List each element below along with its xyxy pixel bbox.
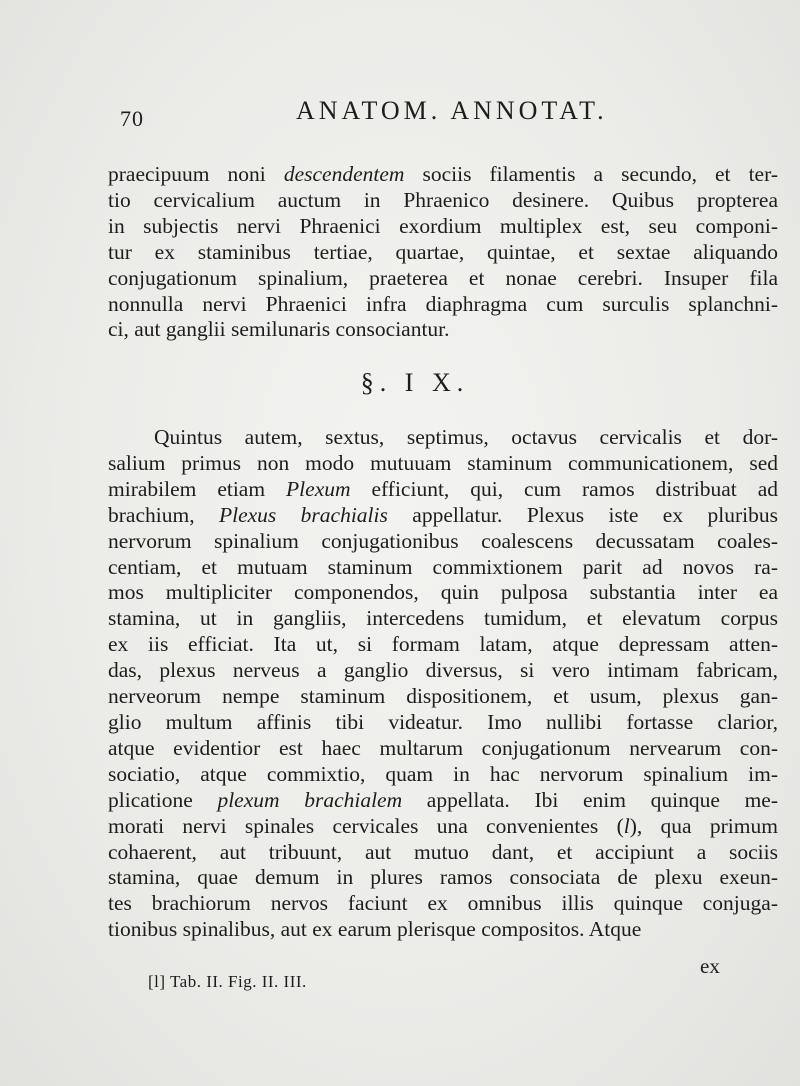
text-run: centiam, et mutuam staminum commixtionem parit ad novos ra- — [108, 554, 778, 579]
text-line — [108, 606, 778, 632]
text-run: ci, aut ganglii semilunaris consociantur. — [108, 317, 450, 342]
text-line — [108, 891, 778, 917]
text-line — [108, 917, 778, 943]
text-run: salium primus non modo mutuuam staminum communicationem, sed — [108, 450, 778, 475]
text-run: Quintus autem, sextus, septimus, octavus cervicalis et dor- — [154, 425, 778, 449]
text-line — [108, 266, 778, 292]
text-run: brachium, — [108, 502, 219, 527]
text-run: tur ex staminibus tertiae, quartae, quintae, et sextae aliquando — [108, 239, 778, 264]
text-line — [108, 503, 778, 529]
paragraph-continuation — [108, 162, 778, 343]
text-line — [108, 240, 778, 266]
text-run: praecipuum noni — [108, 162, 284, 186]
text-line — [108, 865, 778, 891]
text-line — [108, 529, 778, 555]
text-run: tio cervicalium auctum in Phraenico desinere. Quibus propterea — [108, 187, 778, 212]
text-line — [108, 477, 778, 503]
italic-term: Plexum — [286, 476, 351, 501]
section-heading: §. I X. — [360, 368, 470, 397]
footnote: [l] Tab. II. Fig. II. III. — [148, 972, 307, 991]
text-run: stamina, ut in gangliis, intercedens tumidum, et elevatum corpus — [108, 606, 778, 631]
text-run: nonnulla nervi Phraenici infra diaphragma cum surculis splanchni- — [108, 291, 778, 316]
text-line — [108, 658, 778, 684]
text-line — [108, 736, 778, 762]
text-line — [108, 840, 778, 866]
italic-term: l — [623, 813, 630, 838]
text-run: nerveorum nempe staminum dispositionem, et usum, plexus gan- — [108, 684, 778, 709]
text-line — [108, 188, 778, 214]
catchword: ex — [700, 954, 720, 978]
text-line — [108, 580, 778, 606]
text-run: morati nervi spinales cervicales una convenientes ( — [108, 813, 624, 838]
italic-term: plexum brachialem — [217, 787, 403, 812]
italic-term: descendentem — [283, 162, 405, 186]
text-run: efficiunt, qui, cum ramos distribuat ad — [350, 476, 778, 501]
italic-term: Plexus brachialis — [218, 502, 388, 527]
text-run: appellatur. Plexus iste ex pluribus — [387, 502, 778, 527]
page-number: 70 — [120, 106, 144, 131]
paragraph-section-ix — [108, 425, 778, 943]
text-run: in subjectis nervi Phraenici exordium multiplex est, seu componi- — [108, 213, 778, 238]
text-run: plicatione — [108, 787, 218, 812]
text-run: tionibus spinalibus, aut ex earum plerisque compositos. Atque — [108, 917, 642, 942]
text-run: appellata. Ibi enim quinque me- — [402, 787, 779, 812]
text-line — [108, 555, 778, 581]
text-run: glio multum affinis tibi videatur. Imo nullibi fortasse clarior, — [108, 709, 778, 734]
text-line — [108, 710, 778, 736]
text-run: sociis filamentis a secundo, et ter- — [404, 162, 778, 186]
text-line — [108, 814, 778, 840]
running-head: ANATOM. ANNOTAT. — [296, 96, 608, 125]
text-run: das, plexus nerveus a ganglio diversus, si vero intimam fabricam, — [108, 658, 778, 683]
text-run: nervorum spinalium conjugationibus coalescens decussatam coales- — [108, 528, 778, 553]
text-run: mirabilem etiam — [108, 476, 287, 501]
text-line — [108, 292, 778, 318]
text-line — [108, 762, 778, 788]
text-run: tes brachiorum nervos faciunt ex omnibus illis quinque conjuga- — [108, 891, 778, 916]
text-line — [108, 632, 778, 658]
text-line — [108, 684, 778, 710]
text-run: atque evidentior est haec multarum conjugationum nervearum con- — [108, 735, 778, 760]
text-run: conjugationum spinalium, praeterea et nonae cerebri. Insuper fila — [108, 265, 778, 290]
text-line — [108, 214, 778, 240]
text-line — [108, 425, 778, 451]
text-run: cohaerent, aut tribuunt, aut mutuo dant, et accipiunt a sociis — [108, 839, 778, 864]
text-line — [108, 451, 778, 477]
text-run: ex iis efficiat. Ita ut, si formam latam, atque depressam atten- — [108, 632, 778, 657]
text-line — [108, 162, 778, 188]
text-run: mos multipliciter componendos, quin pulposa substantia inter ea — [108, 580, 778, 605]
text-run: ), qua primum — [629, 813, 778, 838]
text-run: stamina, quae demum in plures ramos consociata de plexu exeun- — [108, 865, 778, 890]
text-run: sociatio, atque commixtio, quam in hac nervorum spinalium im- — [108, 761, 778, 786]
text-line — [108, 788, 778, 814]
text-line — [108, 317, 778, 343]
page-header — [118, 92, 778, 132]
